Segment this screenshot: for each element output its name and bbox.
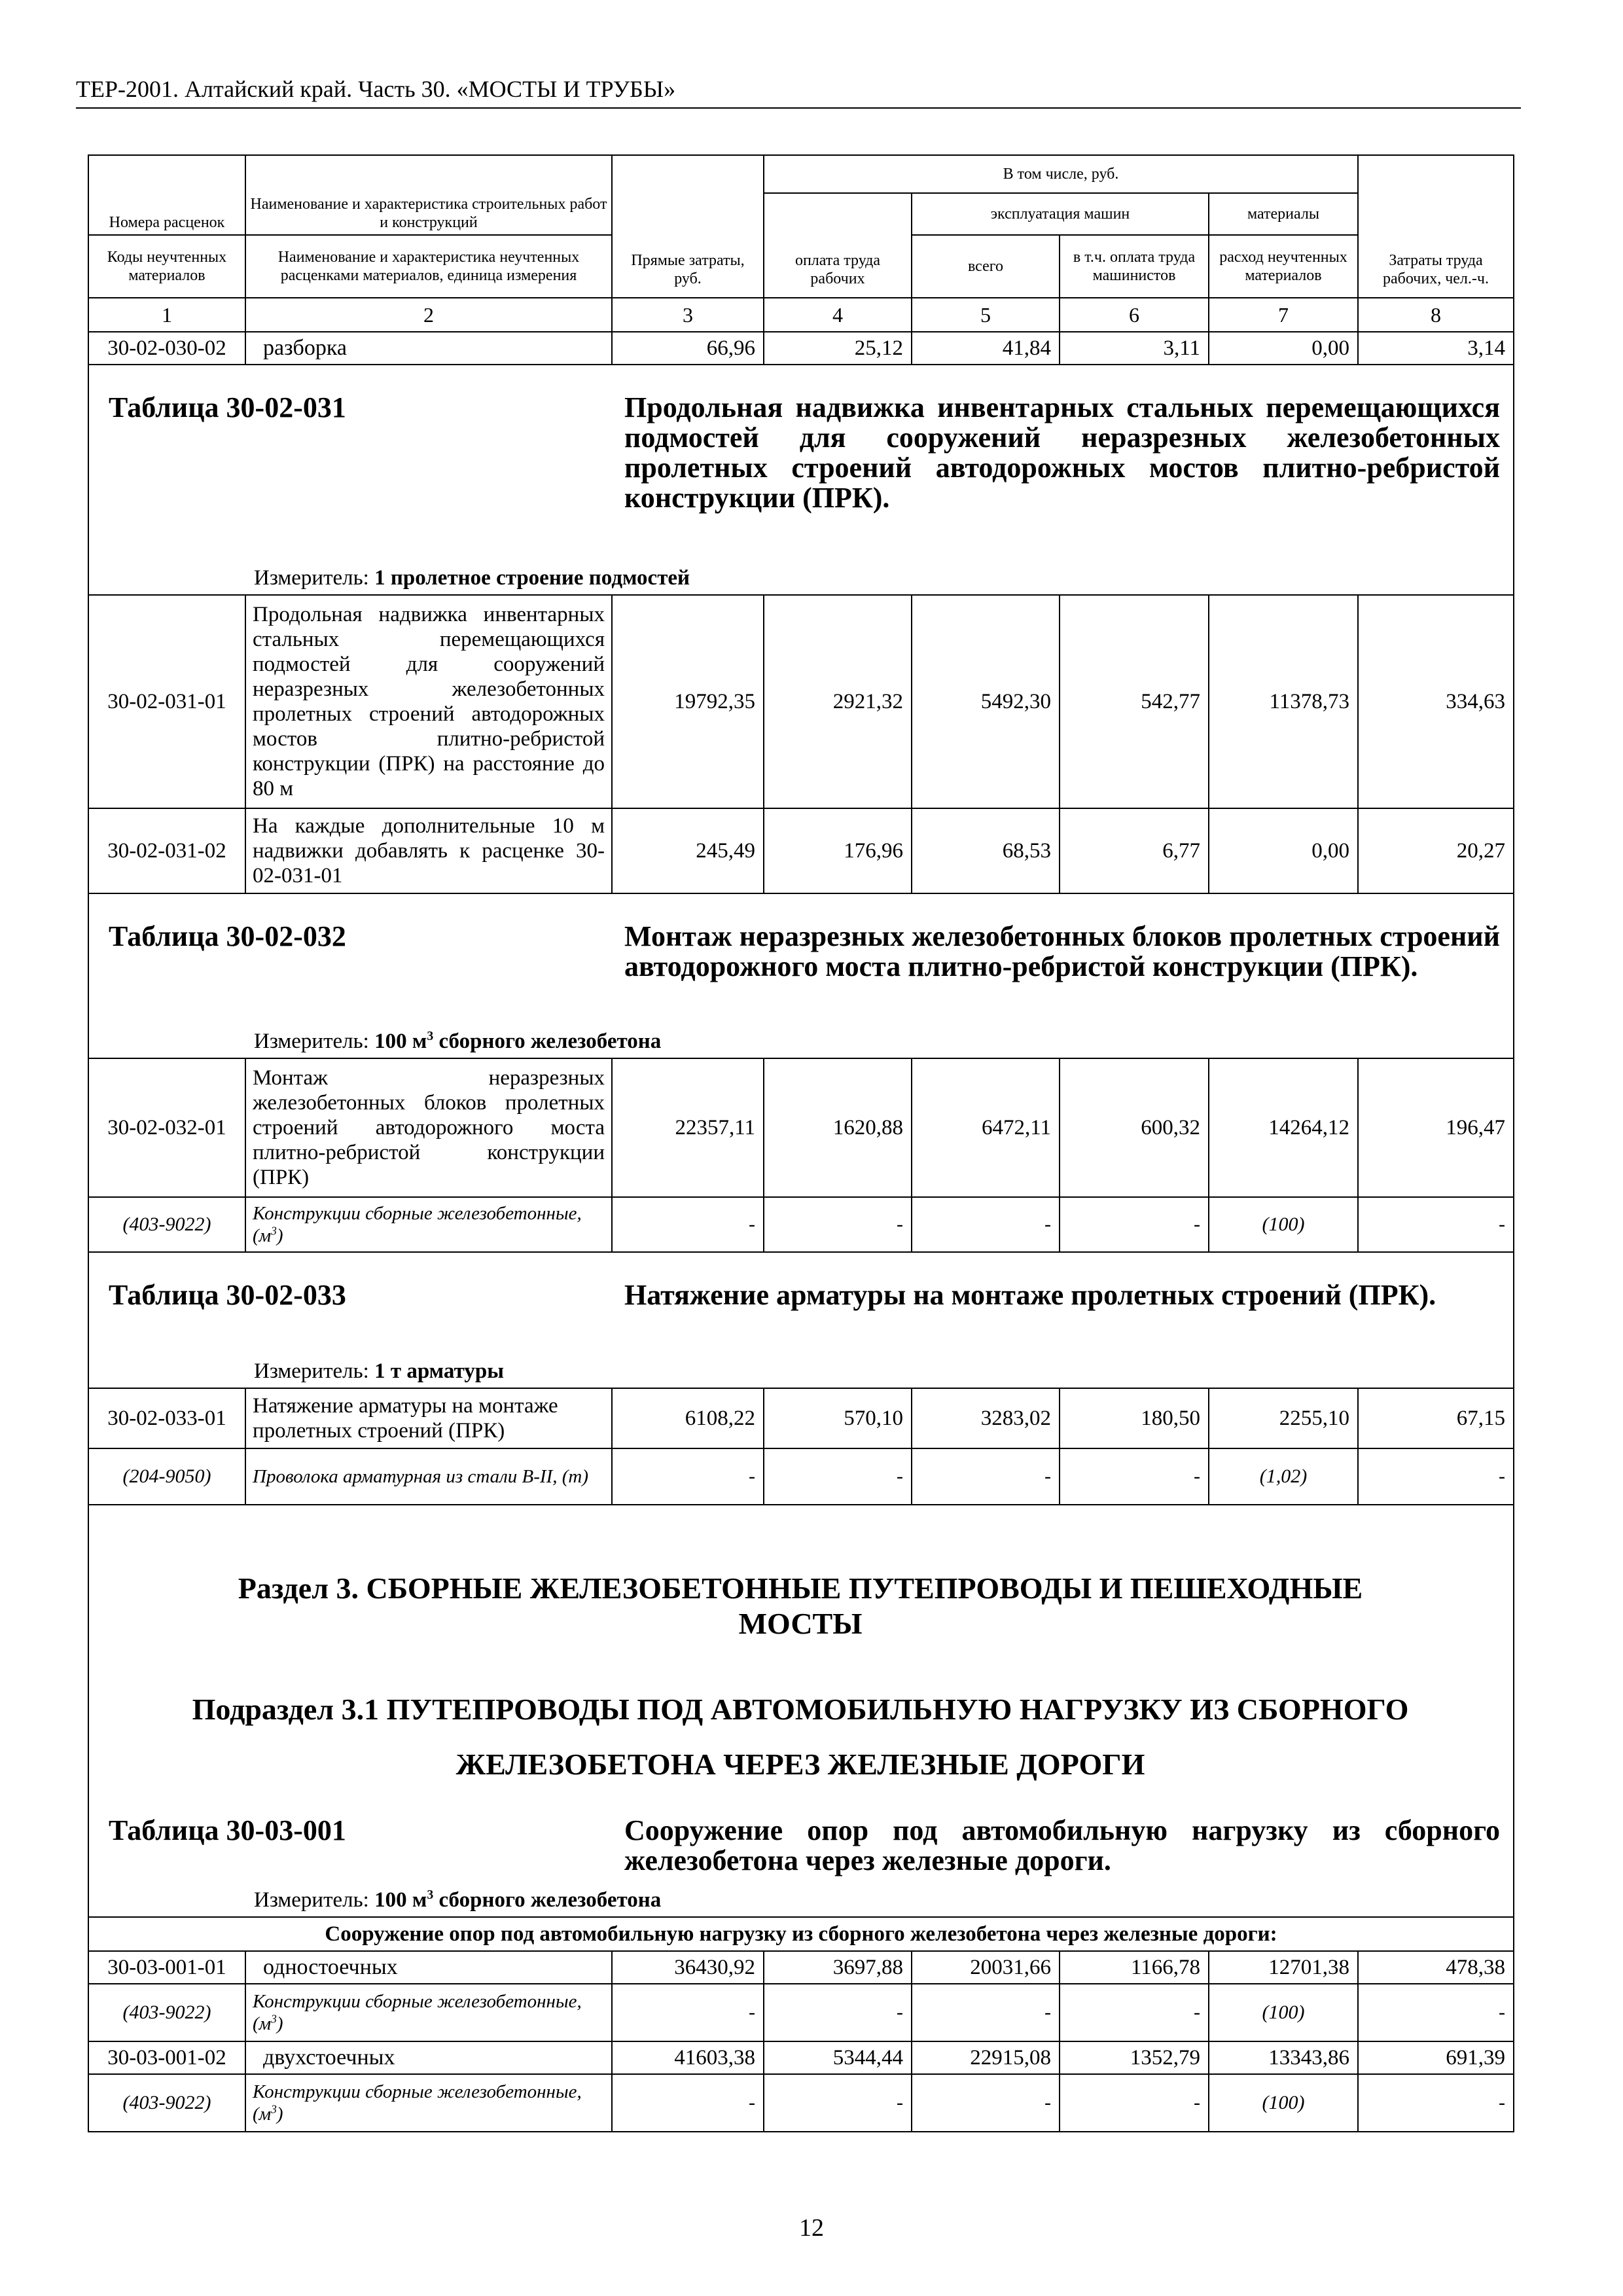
- labor-hours: 691,39: [1358, 2041, 1514, 2074]
- column-number: 5: [912, 298, 1060, 332]
- rate-code: 30-02-031-01: [88, 595, 245, 808]
- table-title: Сооружение опор под автомобильную нагрузку из сборного железобетона через железные дороги.: [624, 1814, 1500, 1876]
- column-number: 4: [764, 298, 912, 332]
- rate-code: 30-03-001-02: [88, 2041, 245, 2074]
- machinists-pay: 6,77: [1060, 808, 1209, 893]
- machines-total: -: [912, 1197, 1060, 1252]
- table-row: [88, 332, 1514, 365]
- machines-total: 22915,08: [912, 2041, 1060, 2074]
- labor-hours: -: [1358, 1448, 1514, 1505]
- table-title: Натяжение арматуры на монтаже пролетных строений (ПРК).: [624, 1279, 1436, 1311]
- material-consumption: (100): [1209, 1984, 1358, 2041]
- col4-header: оплата труда рабочих: [764, 193, 912, 298]
- rate-name: Монтаж неразрезных железобетонных блоков пролетных строений автодорожного моста плитно-ребристой конструкции (ПРК): [245, 1058, 612, 1197]
- column-number: 1: [88, 298, 245, 332]
- table-heading-30-02-032: [88, 893, 1514, 1058]
- measure-unit: Измеритель: 1 т арматуры: [254, 1359, 504, 1383]
- labor-pay: -: [764, 1197, 912, 1252]
- direct-costs: 66,96: [612, 332, 764, 365]
- col5-header: всего: [912, 235, 1060, 298]
- table-subheading: Сооружение опор под автомобильную нагрузку из сборного железобетона через железные дороги:: [88, 1917, 1514, 1951]
- table-number: Таблица 30-02-032: [109, 920, 346, 952]
- table-number: Таблица 30-02-033: [109, 1279, 346, 1311]
- rate-name: одностоечных: [245, 1951, 612, 1984]
- labor-hours: -: [1358, 1984, 1514, 2041]
- materials-value: 0,00: [1209, 808, 1358, 893]
- machines-total: 20031,66: [912, 1951, 1060, 1984]
- labor-pay: 2921,32: [764, 595, 912, 808]
- rate-code: 30-02-030-02: [88, 332, 245, 365]
- material-code: (403-9022): [88, 1984, 245, 2041]
- col2-header-bottom: Наименование и характеристика неучтенных расценками материалов, единица измерения: [245, 235, 612, 298]
- col2-header-top: Наименование и характеристика строительных работ и конструкций: [245, 155, 612, 235]
- measure-unit: Измеритель: 1 пролетное строение подмостей: [254, 566, 690, 590]
- labor-pay: 25,12: [764, 332, 912, 365]
- col7-header: расход неучтенных материалов: [1209, 235, 1358, 298]
- direct-costs: 19792,35: [612, 595, 764, 808]
- labor-pay: -: [764, 1984, 912, 2041]
- machines-total: -: [912, 1448, 1060, 1505]
- material-row: [88, 1197, 1514, 1252]
- rates-table: [88, 154, 1514, 2132]
- labor-pay: 1620,88: [764, 1058, 912, 1197]
- materials-value: 12701,38: [1209, 1951, 1358, 1984]
- machinists-pay: 1166,78: [1060, 1951, 1209, 1984]
- materials-header: материалы: [1209, 193, 1358, 235]
- direct-costs: 41603,38: [612, 2041, 764, 2074]
- materials-value: 13343,86: [1209, 2041, 1358, 2074]
- table-heading-30-02-033: [88, 1252, 1514, 1388]
- page-number: 12: [799, 2214, 824, 2242]
- table-number: Таблица 30-02-031: [109, 391, 346, 423]
- material-consumption: (100): [1209, 1197, 1358, 1252]
- material-consumption: (1,02): [1209, 1448, 1358, 1505]
- measure-unit: Измеритель: 100 $м^3$ сборного железобетона: [254, 1888, 662, 1912]
- column-number: 2: [245, 298, 612, 332]
- rate-name: разборка: [245, 332, 612, 365]
- col1-header-top: Номера расценок: [88, 155, 245, 235]
- rate-code: 30-02-032-01: [88, 1058, 245, 1197]
- rate-name: Натяжение арматуры на монтаже пролетных строений (ПРК): [245, 1388, 612, 1448]
- material-code: (403-9022): [88, 2074, 245, 2132]
- rate-code: 30-03-001-01: [88, 1951, 245, 1984]
- table-number: Таблица 30-03-001: [109, 1814, 346, 1846]
- table-row: [88, 2041, 1514, 2074]
- column-number: 6: [1060, 298, 1209, 332]
- material-code: (204-9050): [88, 1448, 245, 1505]
- rate-code: 30-02-033-01: [88, 1388, 245, 1448]
- table-title: Монтаж неразрезных железобетонных блоков пролетных строений автодорожного моста плитно-ребристой конструкции (ПРК).: [624, 920, 1500, 982]
- subheading-row: [88, 1917, 1514, 1951]
- labor-pay: -: [764, 1448, 912, 1505]
- labor-hours: -: [1358, 1197, 1514, 1252]
- section-title: Раздел 3. СБОРНЫЕ ЖЕЛЕЗОБЕТОННЫЕ ПУТЕПРОВОДЫ И ПЕШЕХОДНЫЕ МОСТЫ: [238, 1571, 1363, 1640]
- machinists-pay: 180,50: [1060, 1388, 1209, 1448]
- machinists-pay: 542,77: [1060, 595, 1209, 808]
- machines-total: -: [912, 2074, 1060, 2132]
- labor-pay: -: [764, 2074, 912, 2132]
- labor-hours: 20,27: [1358, 808, 1514, 893]
- table-heading-30-02-031: [88, 365, 1514, 595]
- direct-costs: -: [612, 1197, 764, 1252]
- table-title: Продольная надвижка инвентарных стальных перемещающихся подмостей для сооружений неразрезных железобетонных пролетных строений автодорожных мостов плитно-ребристой конструкции (ПРК).: [624, 391, 1500, 514]
- material-name: Проволока арматурная из стали В-II, (т): [245, 1448, 612, 1505]
- machinists-pay: -: [1060, 1197, 1209, 1252]
- column-number: 8: [1358, 298, 1514, 332]
- section-3-heading: [88, 1505, 1514, 1917]
- material-row: [88, 1448, 1514, 1505]
- machinists-pay: 1352,79: [1060, 2041, 1209, 2074]
- labor-hours: 67,15: [1358, 1388, 1514, 1448]
- col1-header-bottom: Коды неучтенных материалов: [88, 235, 245, 298]
- labor-pay: 570,10: [764, 1388, 912, 1448]
- group-header: В том числе, руб.: [764, 155, 1358, 193]
- labor-pay: 176,96: [764, 808, 912, 893]
- machines-total: 6472,11: [912, 1058, 1060, 1197]
- materials-value: 14264,12: [1209, 1058, 1358, 1197]
- rate-name: На каждые дополнительные 10 м надвижки добавлять к расценке 30-02-031-01: [245, 808, 612, 893]
- machinists-pay: -: [1060, 1984, 1209, 2041]
- column-numbers-row: [88, 298, 1514, 332]
- table-row: [88, 1058, 1514, 1197]
- machinists-pay: 600,32: [1060, 1058, 1209, 1197]
- col3-header: Прямые затраты, руб.: [612, 155, 764, 298]
- direct-costs: -: [612, 1448, 764, 1505]
- table-row: [88, 808, 1514, 893]
- table-row: [88, 1951, 1514, 1984]
- col8-header: Затраты труда рабочих, чел.-ч.: [1358, 155, 1514, 298]
- table-row: [88, 595, 1514, 808]
- direct-costs: 22357,11: [612, 1058, 764, 1197]
- column-number: 7: [1209, 298, 1358, 332]
- material-row: [88, 2074, 1514, 2132]
- materials-value: 2255,10: [1209, 1388, 1358, 1448]
- col6-header: в т.ч. оплата труда машинистов: [1060, 235, 1209, 298]
- direct-costs: 36430,92: [612, 1951, 764, 1984]
- machines-header: эксплуатация машин: [912, 193, 1209, 235]
- direct-costs: 245,49: [612, 808, 764, 893]
- labor-pay: 5344,44: [764, 2041, 912, 2074]
- material-name: Конструкции сборные железобетонные, $(м^3)$: [245, 1984, 612, 2041]
- labor-hours: 478,38: [1358, 1951, 1514, 1984]
- table-row: [88, 1388, 1514, 1448]
- materials-value: 11378,73: [1209, 595, 1358, 808]
- rate-name: двухстоечных: [245, 2041, 612, 2074]
- measure-unit: Измеритель: 100 $м^3$ сборного железобетона: [254, 1029, 662, 1053]
- machines-total: 5492,30: [912, 595, 1060, 808]
- machines-total: 41,84: [912, 332, 1060, 365]
- rate-name: Продольная надвижка инвентарных стальных перемещающихся подмостей для сооружений неразрезных железобетонных пролетных строений автодорожных мостов плитно-ребристой конструкции (ПРК) на расстояние до 80 м: [245, 595, 612, 808]
- labor-pay: 3697,88: [764, 1951, 912, 1984]
- labor-hours: 196,47: [1358, 1058, 1514, 1197]
- labor-hours: -: [1358, 2074, 1514, 2132]
- machines-total: -: [912, 1984, 1060, 2041]
- machines-total: 3283,02: [912, 1388, 1060, 1448]
- materials-value: 0,00: [1209, 332, 1358, 365]
- material-name: Конструкции сборные железобетонные, $(м^3)$: [245, 2074, 612, 2132]
- column-number: 3: [612, 298, 764, 332]
- machinists-pay: 3,11: [1060, 332, 1209, 365]
- rate-code: 30-02-031-02: [88, 808, 245, 893]
- running-header: ТЕР-2001. Алтайский край. Часть 30. «МОСТЫ И ТРУБЫ»: [76, 73, 1521, 109]
- labor-hours: 334,63: [1358, 595, 1514, 808]
- material-consumption: (100): [1209, 2074, 1358, 2132]
- machines-total: 68,53: [912, 808, 1060, 893]
- direct-costs: -: [612, 2074, 764, 2132]
- machinists-pay: -: [1060, 1448, 1209, 1505]
- material-row: [88, 1984, 1514, 2041]
- subsection-title: Подраздел 3.1 ПУТЕПРОВОДЫ ПОД АВТОМОБИЛЬНУЮ НАГРУЗКУ ИЗ СБОРНОГО ЖЕЛЕЗОБЕТОНА ЧЕРЕЗ ЖЕЛЕЗНЫЕ ДОРОГИ: [192, 1693, 1409, 1781]
- machinists-pay: -: [1060, 2074, 1209, 2132]
- direct-costs: 6108,22: [612, 1388, 764, 1448]
- labor-hours: 3,14: [1358, 332, 1514, 365]
- material-name: Конструкции сборные железобетонные, $(м^3)$: [245, 1197, 612, 1252]
- material-code: (403-9022): [88, 1197, 245, 1252]
- direct-costs: -: [612, 1984, 764, 2041]
